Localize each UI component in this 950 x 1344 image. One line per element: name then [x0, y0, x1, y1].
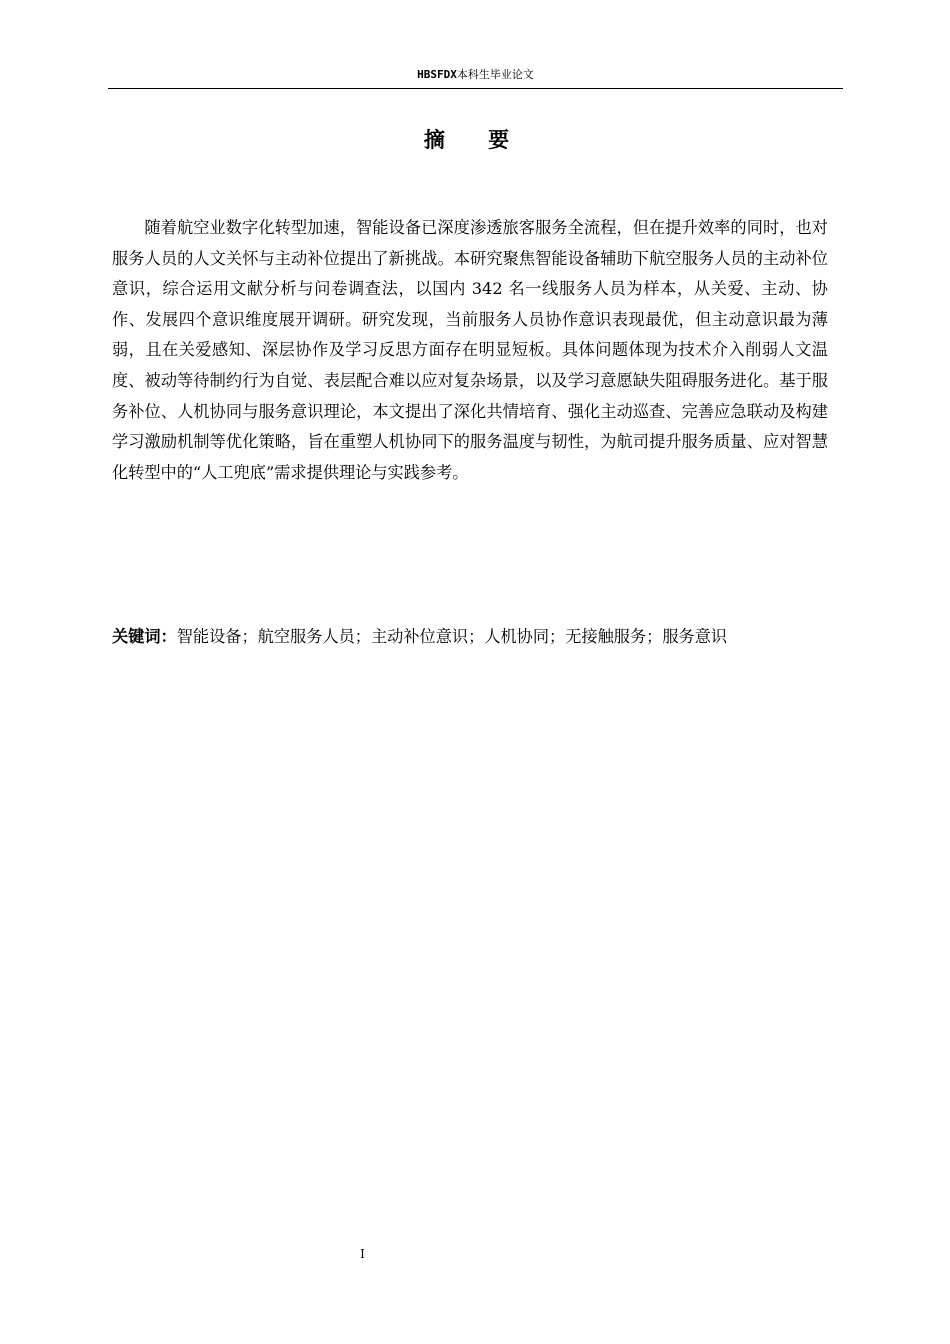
abstract-paragraph: 随着航空业数字化转型加速，智能设备已深度渗透旅客服务全流程，但在提升效率的同时，也对服务人员的人文关怀与主动补位提出了新挑战。本研究聚焦智能设备辅助下航空服务人员的主动补位意识，综合运用文献分析与问卷调查法，以国内 342 名一线服务人员为样本，从关爱、主动、协作、发展四个意识维度展开调研。研究发现，当前服务人员协作意识表现最优，但主动意识最为薄弱，且在关爱感知、深层协作及学习反思方面存在明显短板。具体问题体现为技术介入削弱人文温度、被动等待制约行为自觉、表层配合难以应对复杂场景，以及学习意愿缺失阻碍服务进化。基于服务补位、人机协同与服务意识理论，本文提出了深化共情培育、强化主动巡查、完善应急联动及构建学习激励机制等优化策略，旨在重塑人机协同下的服务温度与韧性，为航司提升服务质量、应对智慧化转型中的“人工兜底”需求提供理论与实践参考。 — [112, 218, 828, 482]
keywords-text: 智能设备；航空服务人员；主动补位意识；人机协同；无接触服务；服务意识 — [176, 627, 728, 646]
page-title: 摘 要 — [423, 128, 528, 152]
keywords-label: 关键词： — [112, 627, 177, 646]
page-number: I — [360, 1247, 365, 1261]
header-code: HBSFDX — [417, 68, 457, 81]
header-text: 本科生毕业论文 — [456, 68, 534, 81]
keywords-line — [112, 622, 828, 653]
page-header — [108, 66, 843, 89]
